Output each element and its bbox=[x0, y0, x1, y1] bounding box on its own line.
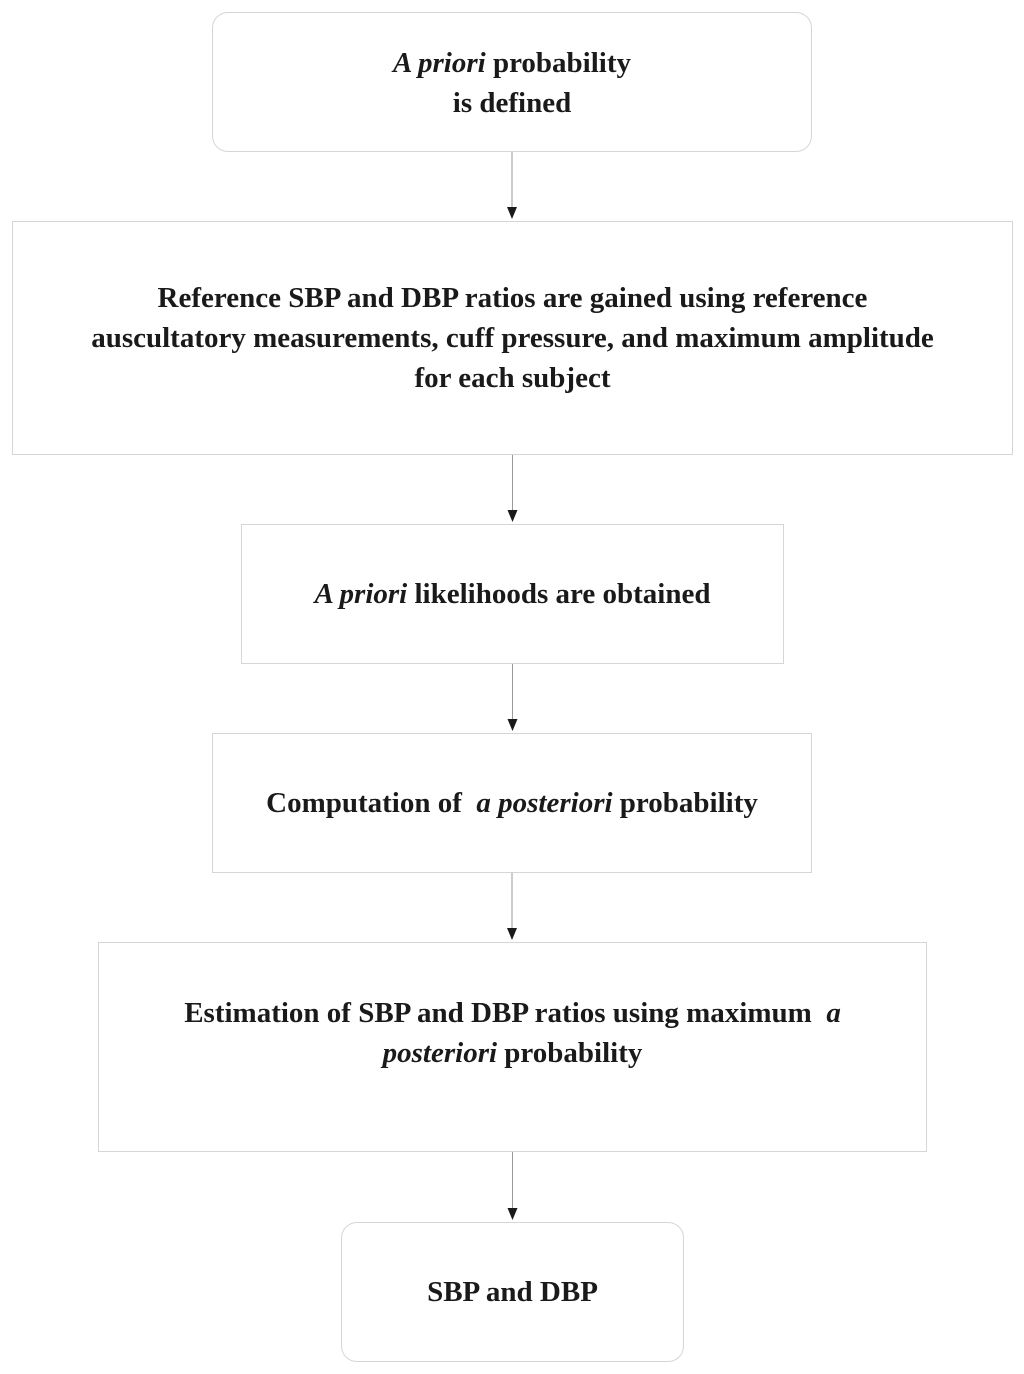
arrowhead-n3-n4 bbox=[508, 719, 518, 731]
node-1-line-1: A priori probability bbox=[393, 47, 631, 79]
node-1-line-2: is defined bbox=[452, 87, 572, 119]
node-2-line-1: Reference SBP and DBP ratios are gained using reference bbox=[157, 282, 868, 314]
node-5-line-1: Estimation of SBP and DBP ratios using maximum a bbox=[184, 997, 841, 1029]
node-4-line-1: Computation of a posteriori probability bbox=[266, 787, 758, 819]
node-a-priori-probability-defined bbox=[212, 12, 812, 152]
node-5-line-2: posteriori probability bbox=[382, 1037, 643, 1069]
node-reference-ratios bbox=[12, 221, 1013, 455]
arrowhead-n1-n2 bbox=[507, 207, 517, 219]
node-a-priori-likelihoods bbox=[241, 524, 784, 664]
node-2-line-2: auscultatory measurements, cuff pressure, and maximum amplitude bbox=[91, 322, 934, 354]
node-3-line-1: A priori likelihoods are obtained bbox=[314, 578, 711, 610]
node-6-line-1: SBP and DBP bbox=[427, 1276, 598, 1308]
node-computation-posteriori bbox=[212, 733, 812, 873]
arrowhead-n4-n5 bbox=[507, 928, 517, 940]
arrowhead-n2-n3 bbox=[508, 510, 518, 522]
node-2-line-3: for each subject bbox=[414, 362, 611, 394]
node-estimation-ratios bbox=[98, 942, 927, 1152]
arrowhead-n5-n6 bbox=[508, 1208, 518, 1220]
node-sbp-and-dbp bbox=[341, 1222, 684, 1362]
